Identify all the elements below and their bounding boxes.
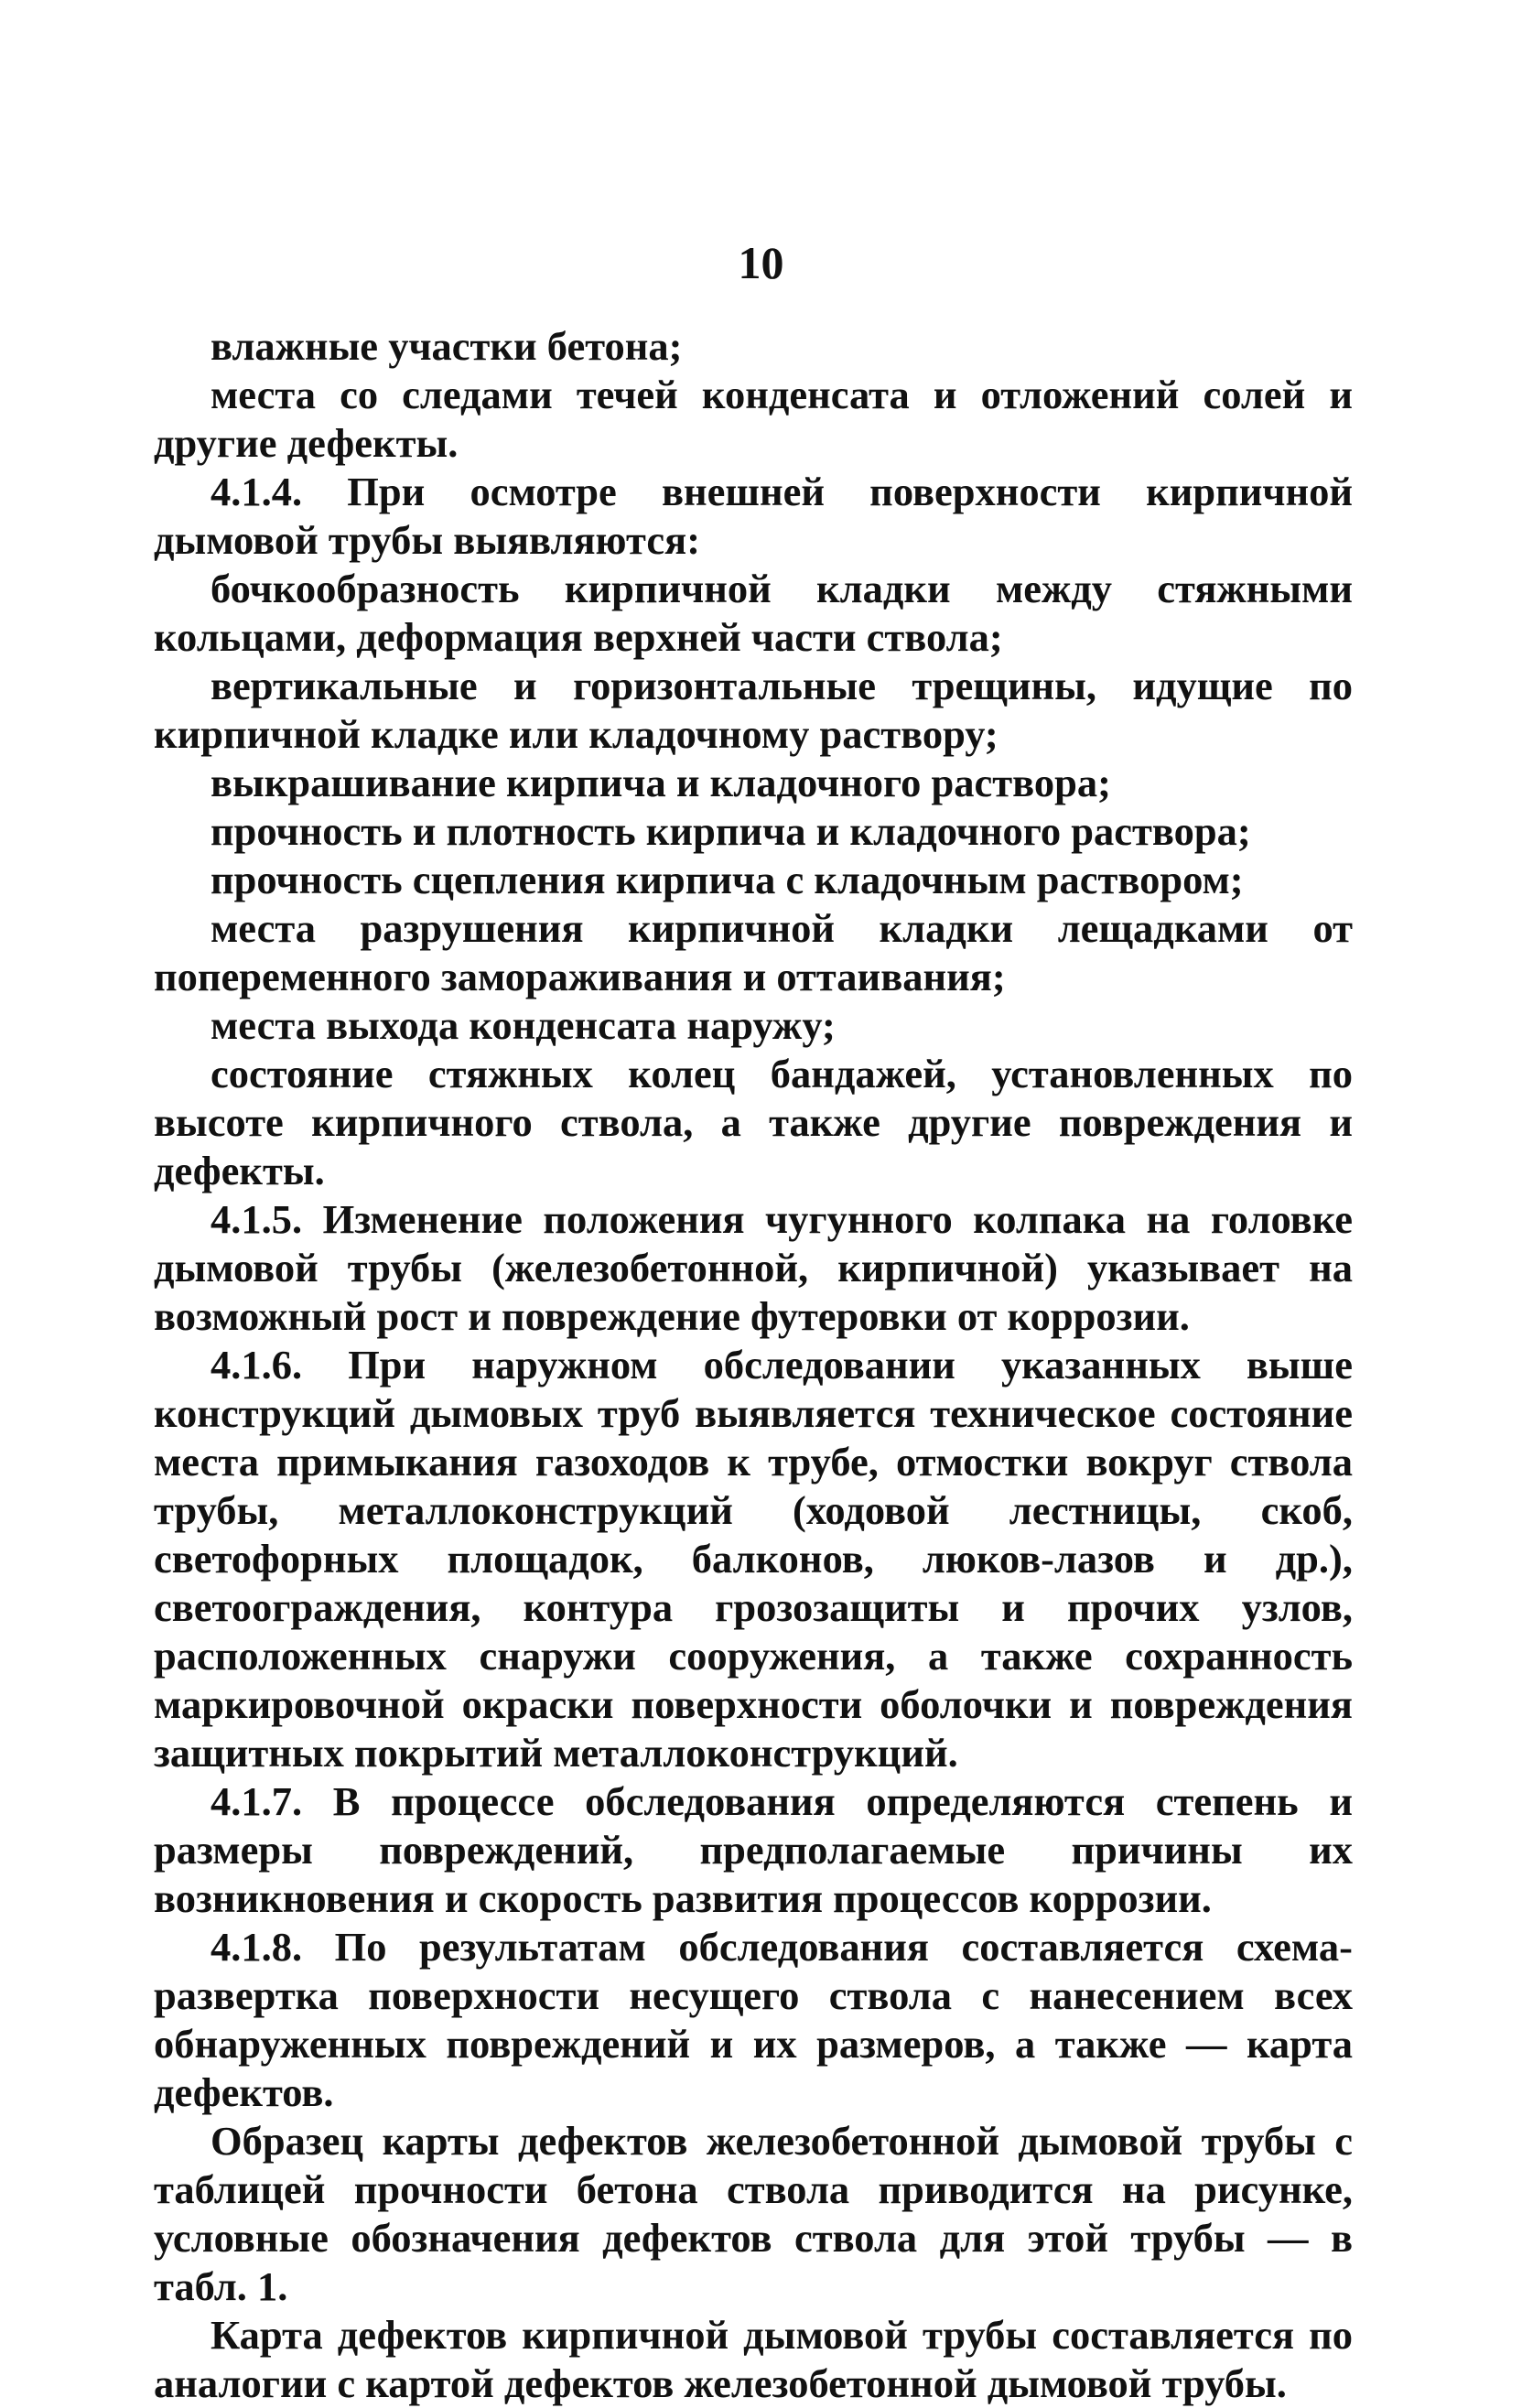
paragraph-4-1-4: 4.1.4. При осмотре внешней поверхности кирпичной дымовой трубы выявляются: [154,469,1353,563]
body-text [154,322,1353,2408]
paragraph-4-1-7: 4.1.7. В процессе обследования определяются степень и размеры повреждений, предполагаемые причины их возникновения и скорость развития процессов коррозии. [154,1778,1353,1921]
paragraph-strength-density: прочность и плотность кирпича и кладочного раствора; [210,808,1251,854]
paragraph-brick-chimney-map: Карта дефектов кирпичной дымовой трубы составляется по аналогии с картой дефектов железобетонной дымовой трубы. [154,2312,1353,2406]
paragraph-condensate-traces: места со следами течей конденсата и отложений солей и другие дефекты. [154,372,1353,466]
paragraph-barrel-deformation: бочкообразность кирпичной кладки между стяжными кольцами, деформация верхней части ствола; [154,566,1353,660]
paragraph-defect-map-sample: Образец карты дефектов железобетонной дымовой трубы с таблицей прочности бетона ствола приводится на рисунке, условные обозначения дефектов ствола для этой трубы — в табл. 1. [154,2118,1353,2309]
page-number: 10 [738,237,784,288]
paragraph-4-1-8: 4.1.8. По результатам обследования составляется схема-развертка поверхности несущего ствола с нанесением всех обнаруженных повреждений и их размеров, а также — карта дефектов. [154,1924,1353,2115]
paragraph-freeze-thaw: места разрушения кирпичной кладки лещадками от попеременного замораживания и оттаивания; [154,905,1353,999]
paragraph-cracks: вертикальные и горизонтальные трещины, идущие по кирпичной кладке или кладочному раствору; [154,663,1353,757]
paragraph-bandage-rings: состояние стяжных колец бандажей, установленных по высоте кирпичного ствола, а также другие повреждения и дефекты. [154,1051,1353,1193]
paragraph-4-1-6: 4.1.6. При наружном обследовании указанных выше конструкций дымовых труб выявляется техническое состояние места примыкания газоходов к трубе, отмостки вокруг ствола трубы, металлоконструкций (ходовой лестницы, скоб, светофорных площадок, балконов, люков-лазов и др.), светоограждения, контура грозозащиты и прочих узлов, расположенных снаружи сооружения, а также сохранность маркировочной окраски поверхности оболочки и повреждения защитных покрытий металлоконструкций. [154,1342,1353,1776]
paragraph-crumbling: выкрашивание кирпича и кладочного раствора; [210,760,1111,805]
paragraph-4-1-5: 4.1.5. Изменение положения чугунного колпака на головке дымовой трубы (железобетонной, кирпичной) указывает на возможный рост и повреждение футеровки от коррозии. [154,1196,1353,1339]
paragraph-condensate-exit: места выхода конденсата наружу; [210,1002,836,1048]
paragraph-wet-areas: влажные участки бетона; [210,323,683,369]
paragraph-adhesion: прочность сцепления кирпича с кладочным раствором; [210,857,1244,902]
